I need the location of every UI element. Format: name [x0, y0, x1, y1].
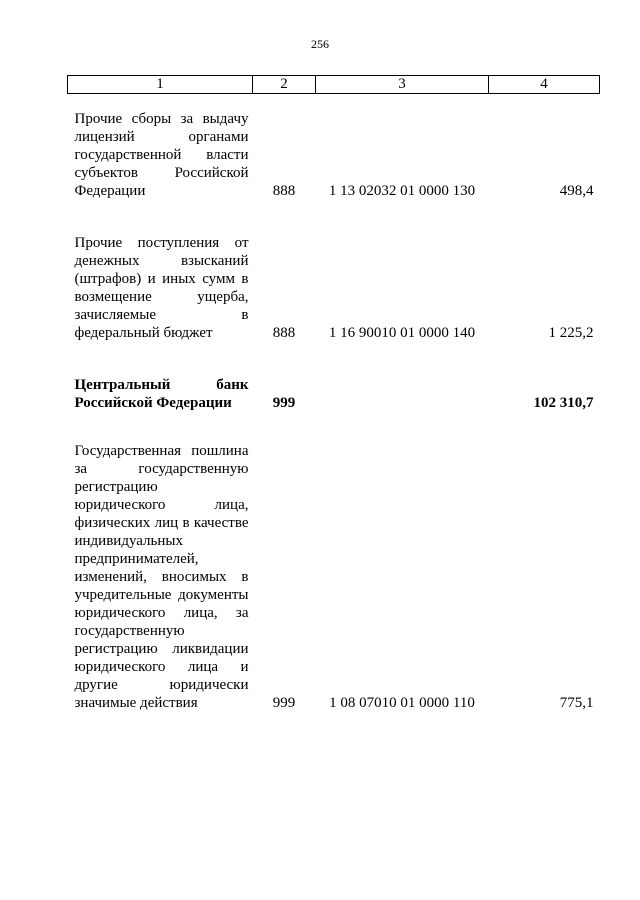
table-row: [68, 110, 600, 200]
row-amount: 775,1: [559, 695, 594, 711]
row-amount: 102 310,7: [533, 395, 594, 411]
spacer-row: [68, 412, 600, 442]
row-name: Прочие сборы за выдачу лицензий органами государственной власти субъектов Российской Федерации: [74, 111, 249, 199]
row-budget-code: 1 13 02032 01 0000 130: [328, 183, 476, 199]
row-budget-code: 1 16 90010 01 0000 140: [328, 325, 476, 341]
row-name: Прочие поступления от денежных взысканий (штрафов) и иных сумм в возмещение ущерба, зачисляемые в федеральный бюджет: [74, 235, 249, 341]
spacer-row: [68, 342, 600, 376]
row-budget-code: [316, 376, 489, 412]
row-admin-code: 999: [272, 395, 296, 411]
table-row: [68, 376, 600, 412]
table-header: [68, 76, 600, 94]
row-admin-code: 888: [272, 325, 296, 341]
spacer-row: [68, 94, 600, 111]
row-name: Центральный банк Российской Федерации: [74, 377, 249, 411]
row-amount: 1 225,2: [548, 325, 594, 341]
page-number: 256: [311, 37, 329, 51]
column-header-1: 1: [68, 76, 253, 94]
column-header-2: 2: [253, 76, 316, 94]
table-row: [68, 234, 600, 342]
row-amount: 498,4: [559, 183, 594, 199]
table-body: [68, 94, 600, 713]
row-name: Государственная пошлина за государственную регистрацию юридического лица, физических лиц в качестве индивидуальных предпринимателей, изменений, вносимых в учредительные документы юридического лица, за государственную регистрацию ликвидации юридического лица и другие юридически значимые действия: [74, 443, 249, 711]
row-admin-code: 999: [272, 695, 296, 711]
row-admin-code: 888: [272, 183, 296, 199]
spacer-row: [68, 200, 600, 234]
column-header-3: 3: [316, 76, 489, 94]
row-budget-code: 1 08 07010 01 0000 110: [329, 695, 475, 711]
column-header-4: 4: [489, 76, 600, 94]
revenue-table: [67, 75, 600, 712]
header-row: [68, 76, 600, 94]
table-row: [68, 442, 600, 712]
